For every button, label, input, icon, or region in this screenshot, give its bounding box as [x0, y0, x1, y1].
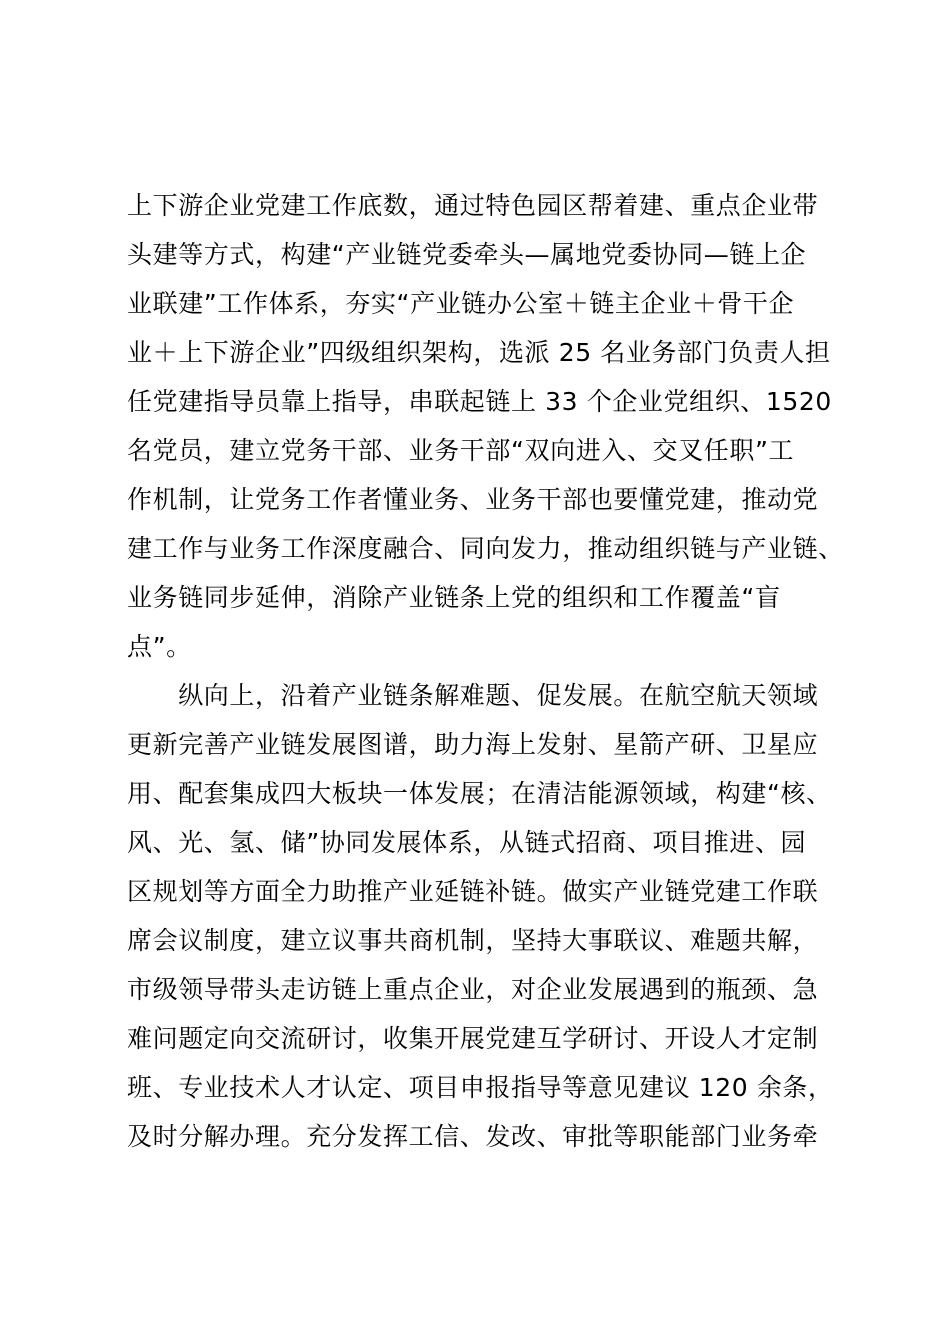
- text-line: 纵向上，沿着产业链条解难题、促发展。在航空航天领域: [127, 681, 819, 710]
- text-line: 业务链同步延伸，消除产业链条上党的组织和工作覆盖“盲: [127, 583, 781, 612]
- text-line: 建工作与业务工作深度融合、同向发力，推动组织链与产业链、: [127, 534, 844, 563]
- text-line: 班、专业技术人才认定、项目申报指导等意见建议 120 余条，: [127, 1073, 834, 1102]
- text-line: 业＋上下游企业”四级组织架构，选派 25 名业务部门负责人担: [127, 338, 831, 367]
- text-line: 及时分解办理。充分发挥工信、发改、审批等职能部门业务牵: [127, 1122, 819, 1151]
- text-line: 区规划等方面全力助推产业延链补链。做实产业链党建工作联: [127, 877, 819, 906]
- text-line: 市级领导带头走访链上重点企业，对企业发展遇到的瓶颈、急: [127, 975, 819, 1004]
- text-line: 作机制，让党务工作者懂业务、业务干部也要懂党建，推动党: [127, 485, 819, 514]
- text-line: 点”。: [127, 632, 192, 661]
- text-line: 头建等方式，构建“产业链党委牵头—属地党委协同—链上企: [127, 240, 807, 269]
- text-line: 难问题定向交流研讨，收集开展党建互学研讨、开设人才定制: [127, 1024, 819, 1053]
- text-line: 风、光、氢、储”协同发展体系，从链式招商、项目推进、园: [127, 828, 807, 857]
- text-line: 任党建指导员靠上指导，串联起链上 33 个企业党组织、1520: [127, 387, 832, 416]
- text-line: 席会议制度，建立议事共商机制，坚持大事联议、难题共解，: [127, 926, 819, 955]
- text-line: 更新完善产业链发展图谱，助力海上发射、星箭产研、卫星应: [127, 730, 819, 759]
- text-line: 用、配套集成四大板块一体发展；在清洁能源领域，构建“核、: [127, 779, 832, 808]
- text-line: 名党员，建立党务干部、业务干部“双向进入、交叉任职”工: [127, 436, 795, 465]
- text-line: 上下游企业党建工作底数，通过特色园区帮着建、重点企业带: [127, 191, 819, 220]
- text-line: 业联建”工作体系，夯实“产业链办公室＋链主企业＋骨干企: [127, 289, 795, 318]
